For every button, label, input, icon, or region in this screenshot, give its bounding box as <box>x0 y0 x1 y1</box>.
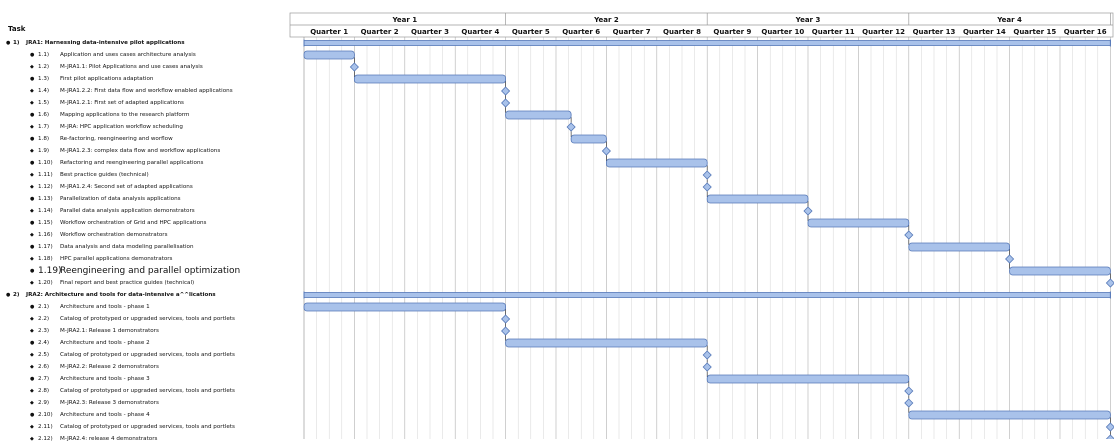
task-number: 1.1) <box>38 52 50 58</box>
quarter-label: Quarter 11 <box>811 28 855 36</box>
milestone-bullet-icon: ◆ <box>30 424 34 430</box>
task-bullet-icon: ● <box>30 76 35 82</box>
milestone-bullet-icon: ◆ <box>30 172 34 178</box>
task-label: Refactoring and reengineering parallel applications <box>60 160 204 166</box>
task-bar[interactable] <box>304 51 354 59</box>
task-bar[interactable] <box>1010 267 1111 275</box>
task-number: 1.4) <box>38 88 50 94</box>
task-bar[interactable] <box>304 303 506 311</box>
task-bar[interactable] <box>808 219 909 227</box>
task-bar[interactable] <box>909 411 1111 419</box>
milestone-bullet-icon: ◆ <box>30 88 34 94</box>
task-label: M-JRA2.2: Release 2 demonstrators <box>60 364 159 370</box>
milestone-bullet-icon: ◆ <box>30 388 34 394</box>
task-number: 1.5) <box>38 100 50 106</box>
milestone-diamond[interactable] <box>905 399 913 407</box>
milestone-diamond[interactable] <box>1106 279 1114 287</box>
task-number: 1.10) <box>38 160 53 166</box>
milestone-diamond[interactable] <box>350 63 358 71</box>
task-number: 1.17) <box>38 244 53 250</box>
quarter-label: Quarter 2 <box>360 28 399 36</box>
task-bar[interactable] <box>506 339 708 347</box>
task-bullet-icon: ● <box>30 244 35 250</box>
quarter-label: Quarter 4 <box>461 28 500 36</box>
task-label: M-JRA1.2.2: First data flow and workflow enabled applications <box>60 88 233 94</box>
task-number: 2.11) <box>38 424 53 430</box>
quarter-label: Quarter 13 <box>912 28 956 36</box>
milestone-diamond[interactable] <box>703 363 711 371</box>
quarter-label: Quarter 5 <box>511 28 550 36</box>
task-bar[interactable] <box>707 375 909 383</box>
task-number: 2.9) <box>38 400 50 406</box>
task-number: 1.14) <box>38 208 53 214</box>
task-label: Catalog of prototyped or upgraded services, tools and portlets <box>60 316 235 322</box>
milestone-bullet-icon: ◆ <box>30 64 34 70</box>
milestone-bullet-icon: ◆ <box>30 400 34 406</box>
milestone-diamond[interactable] <box>502 315 510 323</box>
milestone-bullet-icon: ◆ <box>30 148 34 154</box>
task-label: Final report and best practice guides (technical) <box>60 280 195 286</box>
task-label: M-JRA1.2.1: First set of adapted applications <box>60 100 184 106</box>
task-label: Architecture and tools - phase 4 <box>60 412 150 418</box>
task-label: Reengineering and parallel optimization <box>60 266 241 276</box>
task-bullet-icon: ● <box>30 52 35 58</box>
task-bullet-icon: ● <box>30 220 35 226</box>
task-number: 1.11) <box>38 172 53 178</box>
task-bullet-icon: ● <box>6 40 11 46</box>
task-number: 1.9) <box>38 148 50 154</box>
task-label: M-JRA2.3: Release 3 demonstrators <box>60 400 159 406</box>
task-label: Workflow orchestration of Grid and HPC applications <box>60 220 207 226</box>
task-label: Architecture and tools - phase 3 <box>60 376 150 382</box>
task-number: 2.8) <box>38 388 50 394</box>
quarter-label: Quarter 3 <box>411 28 449 36</box>
milestone-diamond[interactable] <box>703 351 711 359</box>
milestone-diamond[interactable] <box>703 183 711 191</box>
quarter-label: Quarter 10 <box>761 28 805 36</box>
milestone-bullet-icon: ◆ <box>30 364 34 370</box>
task-number: 1.13) <box>38 196 53 202</box>
quarter-label: Quarter 6 <box>562 28 601 36</box>
task-label: First pilot applications adaptation <box>60 76 154 82</box>
task-label: JRA1: Harnessing data-intensive pilot applications <box>26 40 185 46</box>
milestone-diamond[interactable] <box>502 327 510 335</box>
task-number: 1.7) <box>38 124 50 130</box>
task-label: Workflow orchestration demonstrators <box>60 232 168 238</box>
milestone-bullet-icon: ◆ <box>30 328 34 334</box>
task-bullet-icon: ● <box>30 340 35 346</box>
task-label: Application and uses cases architecture analysis <box>60 52 196 58</box>
task-bullet-icon: ● <box>30 136 35 142</box>
task-number: 1.8) <box>38 136 50 142</box>
year-label: Year 1 <box>392 16 418 24</box>
task-bar[interactable] <box>707 195 808 203</box>
milestone-bullet-icon: ◆ <box>30 124 34 130</box>
task-number: 2.12) <box>38 436 53 442</box>
task-label: M-JRA1.2.3: complex data flow and workflow applications <box>60 148 221 154</box>
summary-bar[interactable] <box>304 41 1110 46</box>
task-label: JRA2: Architecture and tools for data-intensive a^^lications <box>26 292 216 298</box>
task-bar[interactable] <box>606 159 707 167</box>
milestone-bullet-icon: ◆ <box>30 316 34 322</box>
task-number: 2.2) <box>38 316 50 322</box>
milestone-diamond[interactable] <box>905 231 913 239</box>
task-number: 2.1) <box>38 304 50 310</box>
milestone-diamond[interactable] <box>502 87 510 95</box>
milestone-diamond[interactable] <box>502 99 510 107</box>
task-bullet-icon: ● <box>30 196 35 202</box>
task-number: 1.15) <box>38 220 53 226</box>
task-label: HPC parallel applications demonstrators <box>60 256 173 262</box>
task-number: 2) <box>13 292 20 298</box>
milestone-diamond[interactable] <box>1106 423 1114 431</box>
task-number: 1.19) <box>38 266 62 276</box>
task-number: 1) <box>13 40 20 46</box>
task-bar[interactable] <box>506 111 572 119</box>
task-label: M-JRA2.1: Release 1 demonstrators <box>60 328 159 334</box>
milestone-bullet-icon: ◆ <box>30 280 34 286</box>
task-number: 2.5) <box>38 352 50 358</box>
task-bullet-icon: ● <box>30 268 35 274</box>
milestone-bullet-icon: ◆ <box>30 184 34 190</box>
milestone-diamond[interactable] <box>1006 255 1014 263</box>
year-label: Year 3 <box>795 16 821 24</box>
task-label: Architecture and tools - phase 2 <box>60 340 150 346</box>
task-number: 1.6) <box>38 112 50 118</box>
task-bullet-icon: ● <box>30 112 35 118</box>
task-label: Best practice guides (technical) <box>60 172 149 178</box>
task-number: 2.10) <box>38 412 53 418</box>
milestone-bullet-icon: ◆ <box>30 256 34 262</box>
task-number: 1.2) <box>38 64 50 70</box>
task-label: Re-factoring, reengineering and worflow <box>60 136 173 142</box>
task-label: M-JRA1.1: Pilot Applications and use cases analysis <box>60 64 203 70</box>
task-bar[interactable] <box>354 75 505 83</box>
milestone-bullet-icon: ◆ <box>30 352 34 358</box>
task-number: 1.16) <box>38 232 53 238</box>
quarter-label: Quarter 1 <box>310 28 349 36</box>
task-number: 2.6) <box>38 364 50 370</box>
quarter-label: Quarter 15 <box>1013 28 1057 36</box>
milestone-diamond[interactable] <box>804 207 812 215</box>
quarter-label: Quarter 7 <box>612 28 651 36</box>
milestone-diamond[interactable] <box>602 147 610 155</box>
task-number: 2.3) <box>38 328 50 334</box>
task-column-header: Task <box>8 25 26 33</box>
task-bullet-icon: ● <box>30 160 35 166</box>
task-bar[interactable] <box>571 135 606 143</box>
task-label: Parallelization of data analysis applications <box>60 196 181 202</box>
quarter-label: Quarter 9 <box>713 28 752 36</box>
quarter-label: Quarter 12 <box>862 28 906 36</box>
task-label: Parallel data analysis application demonstrators <box>60 208 195 214</box>
task-bullet-icon: ● <box>30 376 35 382</box>
task-label: Catalog of prototyped or upgraded services, tools and portlets <box>60 424 235 430</box>
task-label: M-JRA2.4: release 4 demonstrators <box>60 436 158 442</box>
summary-bar[interactable] <box>304 293 1110 298</box>
year-label: Year 4 <box>997 16 1022 24</box>
task-label: M-JRA1.2.4: Second set of adapted applications <box>60 184 193 190</box>
task-number: 1.20) <box>38 280 53 286</box>
timeline-header <box>290 13 1113 37</box>
quarter-label: Quarter 14 <box>962 28 1006 36</box>
task-number: 2.4) <box>38 340 50 346</box>
milestone-bullet-icon: ◆ <box>30 232 34 238</box>
task-bullet-icon: ● <box>30 412 35 418</box>
milestone-bullet-icon: ◆ <box>30 100 34 106</box>
milestone-diamond[interactable] <box>1106 435 1114 439</box>
task-bullet-icon: ● <box>30 304 35 310</box>
task-bar[interactable] <box>909 243 1010 251</box>
quarter-label: Quarter 16 <box>1063 28 1107 36</box>
gantt-bars <box>304 40 1114 440</box>
year-label: Year 2 <box>594 16 619 24</box>
task-label: Catalog of prototyped or upgraded services, tools and portlets <box>60 388 235 394</box>
task-label: M-JRA: HPC application workflow scheduling <box>60 124 183 130</box>
milestone-diamond[interactable] <box>703 171 711 179</box>
task-number: 1.18) <box>38 256 53 262</box>
milestone-diamond[interactable] <box>905 387 913 395</box>
task-number: 1.12) <box>38 184 53 190</box>
task-number: 2.7) <box>38 376 50 382</box>
quarter-label: Quarter 8 <box>663 28 701 36</box>
milestone-bullet-icon: ◆ <box>30 436 34 442</box>
task-label: Mapping applications to the research platform <box>60 112 190 118</box>
task-number: 1.3) <box>38 76 50 82</box>
task-label: Data analysis and data modeling parallelisation <box>60 244 194 250</box>
milestone-diamond[interactable] <box>567 123 575 131</box>
task-label: Catalog of prototyped or upgraded services, tools and portlets <box>60 352 235 358</box>
task-label: Architecture and tools - phase 1 <box>60 304 150 310</box>
task-bullet-icon: ● <box>6 292 11 298</box>
milestone-bullet-icon: ◆ <box>30 208 34 214</box>
